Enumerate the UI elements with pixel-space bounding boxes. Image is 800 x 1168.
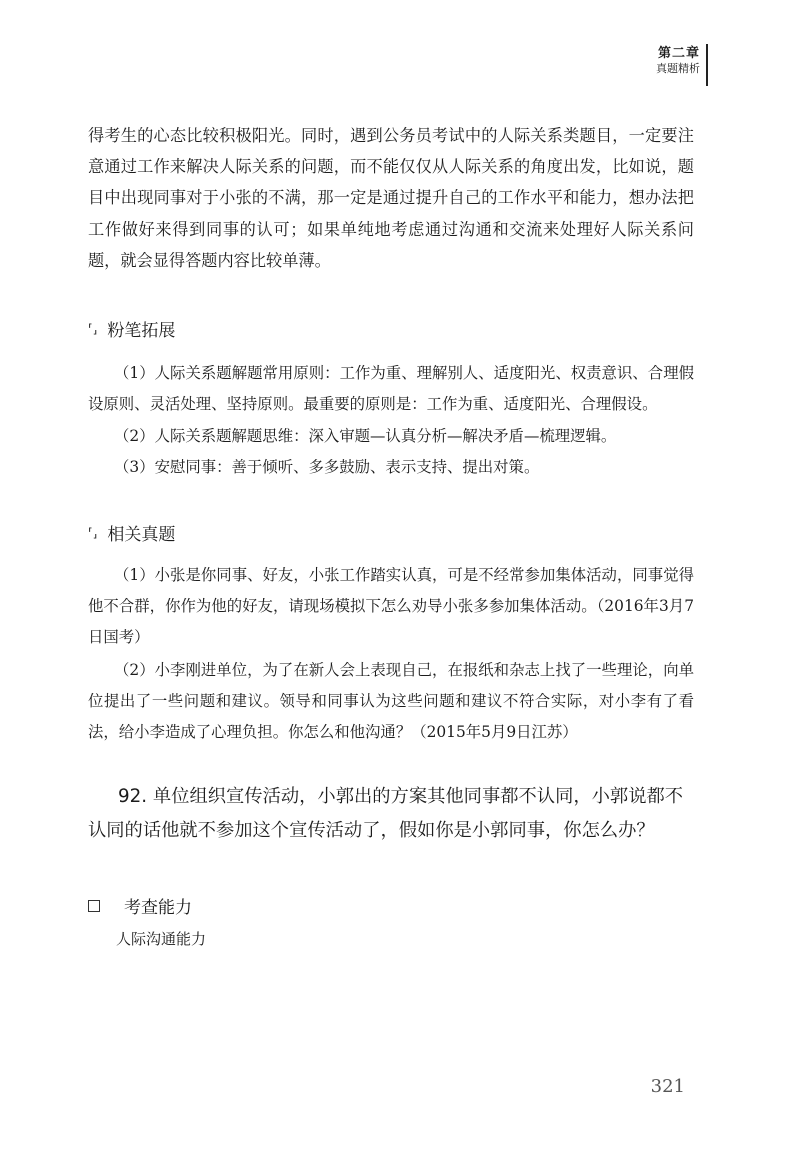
- extension-item-1: （1）人际关系题解题常用原则：工作为重、理解别人、适度阳光、权责意识、合理假设原则、灵活处理、坚持原则。最重要的原则是：工作为重、适度阳光、合理假设。: [88, 364, 694, 413]
- extension-item-3: （3）安慰同事：善于倾听、多多鼓励、表示支持、提出对策。: [114, 458, 540, 476]
- related-title: 相关真题: [107, 525, 176, 545]
- bracket-icon: ⸢⸥: [88, 525, 98, 540]
- ability-title: 考查能力: [124, 898, 192, 918]
- extension-heading: [88, 316, 175, 341]
- ability-content: 人际沟通能力: [116, 930, 207, 948]
- ability-heading: [88, 893, 192, 918]
- checkbox-square-icon: [88, 900, 100, 912]
- page-number: 321: [650, 1076, 685, 1097]
- related-item-2: （2）小李刚进单位，为了在新人会上表现自己，在报纸和杂志上找了一些理论，向单位提出了一些问题和建议。领导和同事认为这些问题和建议不符合实际，对小李有了看法，给小李造成了心理负担。你怎么和他沟通？（2015年5月9日江苏）: [88, 661, 694, 741]
- related-item-1: （1）小张是你同事、好友，小张工作踏实认真，可是不经常参加集体活动，同事觉得他不合群，你作为他的好友，请现场模拟下怎么劝导小张多参加集体活动。（2016年3月7日国考）: [88, 566, 694, 646]
- related-heading: [88, 520, 175, 545]
- header-divider: [706, 44, 708, 86]
- extension-title: 粉笔拓展: [107, 321, 176, 341]
- chapter-subtitle: 真题精析: [656, 62, 700, 76]
- running-header: [656, 46, 700, 76]
- question-92: 92. 单位组织宣传活动，小郭出的方案其他同事都不认同，小郭说都不认同的话他就不参加这个宣传活动了，假如你是小郭同事，你怎么办？: [88, 786, 684, 841]
- bracket-icon: ⸢⸥: [88, 321, 98, 336]
- chapter-label: 第二章: [657, 46, 700, 61]
- intro-paragraph: 得考生的心态比较积极阳光。同时，遇到公务员考试中的人际关系类题目，一定要注意通过工作来解决人际关系的问题，而不能仅仅从人际关系的角度出发，比如说，题目中出现同事对于小张的不满，那一定是通过提升自己的工作水平和能力，想办法把工作做好来得到同事的认可；如果单纯地考虑通过沟通和交流来处理好人际关系问题，就会显得答题内容比较单薄。: [88, 126, 694, 270]
- extension-item-2: （2）人际关系题解题思维：深入审题—认真分析—解决矛盾—梳理逻辑。: [114, 427, 617, 445]
